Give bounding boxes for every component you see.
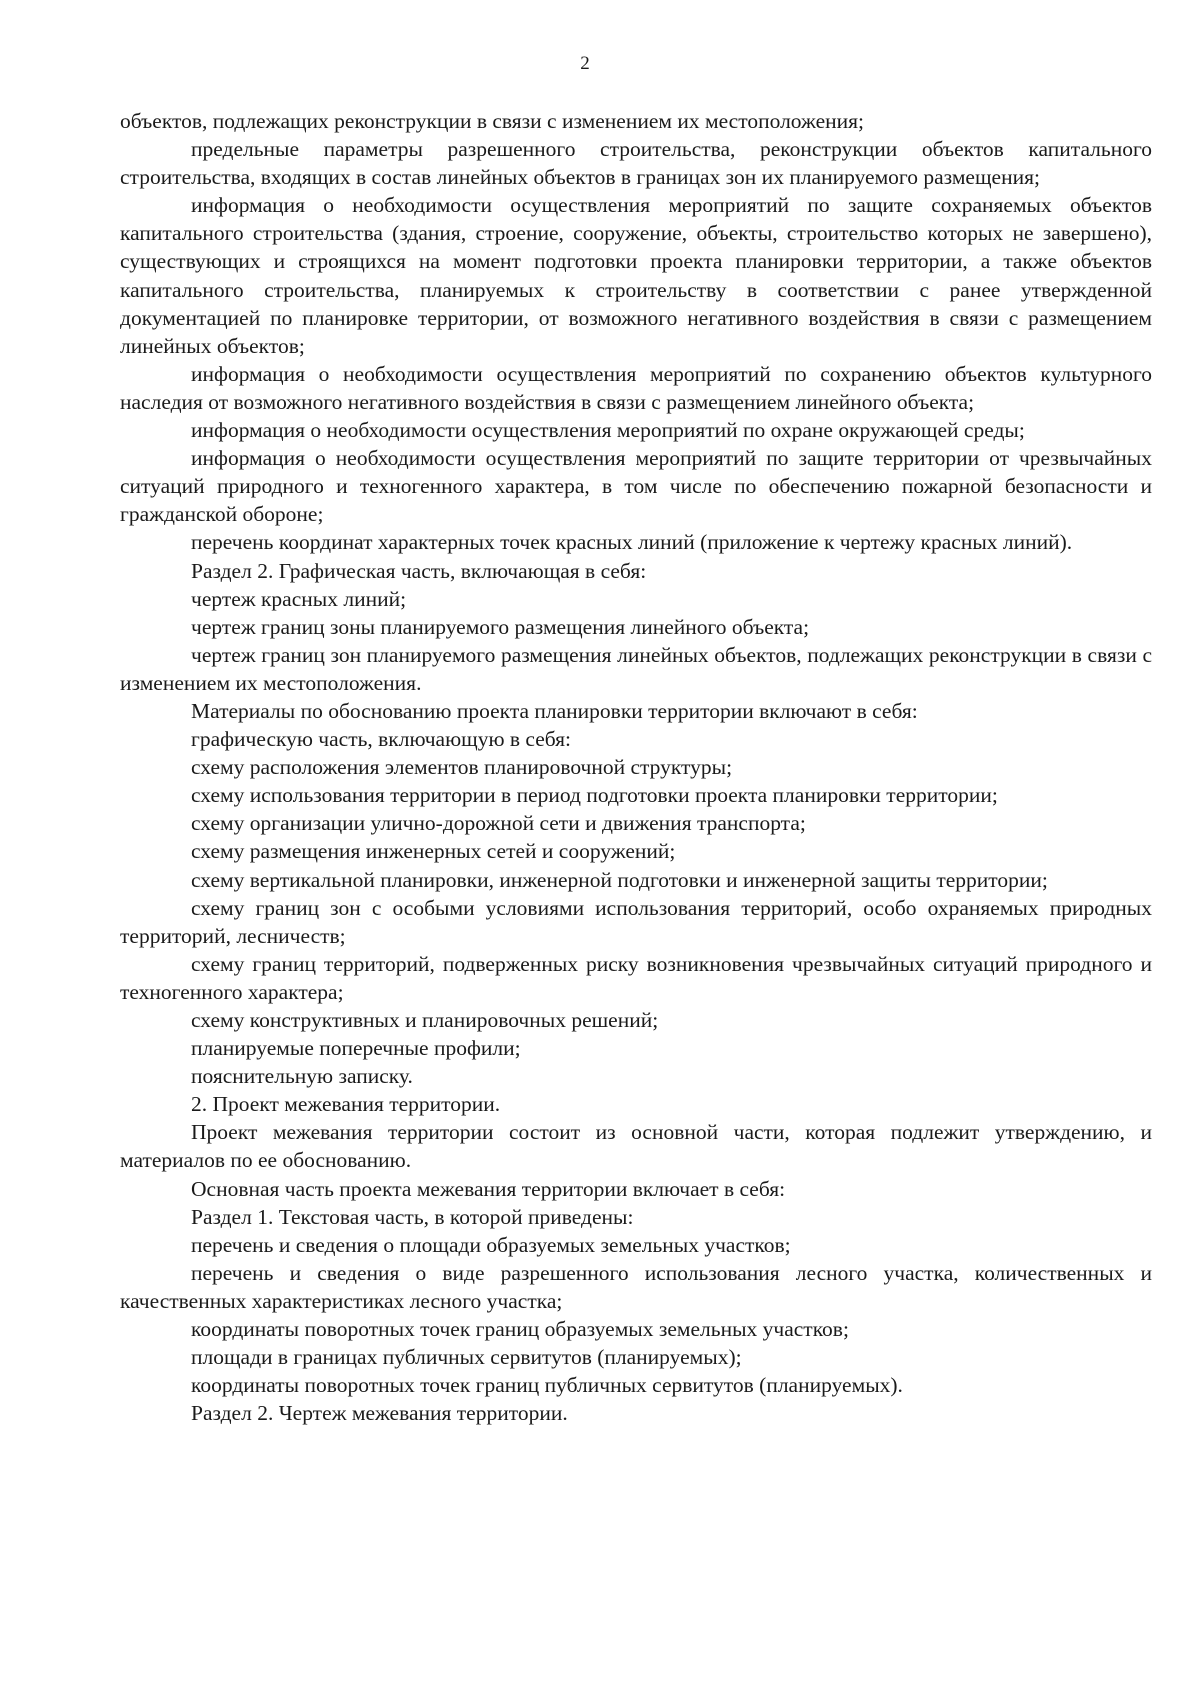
list-item: перечень и сведения о площади образуемых земельных участков;	[191, 1232, 791, 1257]
section-heading: Раздел 1. Текстовая часть, в которой приведены:	[191, 1204, 634, 1229]
list-item: площади в границах публичных сервитутов (планируемых);	[191, 1345, 742, 1370]
list-item: схему использования территории в период подготовки проекта планировки территории;	[191, 783, 998, 808]
list-item: схему границ зон с особыми условиями использования территорий, особо охраняемых природных территорий, лесничеств;	[120, 895, 1152, 948]
paragraph: Проект межевания территории состоит из основной части, которая подлежит утверждению, и материалов по ее обоснованию.	[120, 1120, 1152, 1173]
list-item: координаты поворотных точек границ публичных сервитутов (планируемых).	[191, 1373, 903, 1398]
paragraph: Материалы по обоснованию проекта планировки территории включают в себя:	[191, 698, 918, 723]
list-item: схему расположения элементов планировочной структуры;	[191, 755, 733, 780]
list-item: планируемые поперечные профили;	[191, 1036, 521, 1061]
list-item: схему организации улично-дорожной сети и движения транспорта;	[191, 811, 806, 836]
paragraph: предельные параметры разрешенного строительства, реконструкции объектов капитального строительства, входящих в состав линейных объектов в границах зон их планируемого размещения;	[120, 137, 1152, 190]
body-text	[120, 107, 1152, 1427]
paragraph: информация о необходимости осуществления мероприятий по охране окружающей среды;	[191, 418, 1025, 443]
paragraph: информация о необходимости осуществления мероприятий по защите территории от чрезвычайных ситуаций природного и техногенного характера, в том числе по обеспечению пожарной безопасности и гражданской обороне;	[120, 446, 1152, 527]
list-item: пояснительную записку.	[191, 1064, 413, 1089]
paragraph: Основная часть проекта межевания территории включает в себя:	[191, 1176, 786, 1201]
list-item: чертеж границ зоны планируемого размещения линейного объекта;	[191, 614, 810, 639]
list-item: схему границ территорий, подверженных риску возникновения чрезвычайных ситуаций природного и техногенного характера;	[120, 951, 1152, 1004]
section-heading: Раздел 2. Чертеж межевания территории.	[191, 1401, 568, 1426]
section-heading: 2. Проект межевания территории.	[191, 1092, 501, 1117]
list-item: схему размещения инженерных сетей и сооружений;	[191, 839, 676, 864]
paragraph: перечень координат характерных точек красных линий (приложение к чертежу красных линий).	[191, 530, 1073, 555]
list-item: перечень и сведения о виде разрешенного использования лесного участка, количественных и качественных характеристиках лесного участка;	[120, 1260, 1152, 1313]
paragraph: информация о необходимости осуществления мероприятий по сохранению объектов культурного наследия от возможного негативного воздействия в связи с размещением линейного объекта;	[120, 361, 1152, 414]
list-item: чертеж границ зон планируемого размещения линейных объектов, подлежащих реконструкции в связи с изменением их местоположения.	[120, 642, 1152, 695]
paragraph: информация о необходимости осуществления мероприятий по защите сохраняемых объектов капитального строительства (здания, строение, сооружение, объекты, строительство которых не завершено), существующих и строящихся на момент подготовки проекта планировки территории, а также объектов капитального строительства, планируемых к строительству в соответствии с ранее утвержденной документацией по планировке территории, от возможного негативного воздействия в связи с размещением линейных объектов;	[120, 193, 1152, 358]
list-item: схему вертикальной планировки, инженерной подготовки и инженерной защиты территории;	[191, 867, 1048, 892]
list-item: чертеж красных линий;	[191, 586, 407, 611]
page-number: 2	[580, 53, 590, 74]
list-item: графическую часть, включающую в себя:	[191, 727, 572, 752]
section-heading: Раздел 2. Графическая часть, включающая в себя:	[191, 558, 647, 583]
list-item: схему конструктивных и планировочных решений;	[191, 1008, 659, 1032]
list-item: координаты поворотных точек границ образуемых земельных участков;	[191, 1317, 849, 1342]
paragraph: объектов, подлежащих реконструкции в связи с изменением их местоположения;	[120, 109, 864, 133]
